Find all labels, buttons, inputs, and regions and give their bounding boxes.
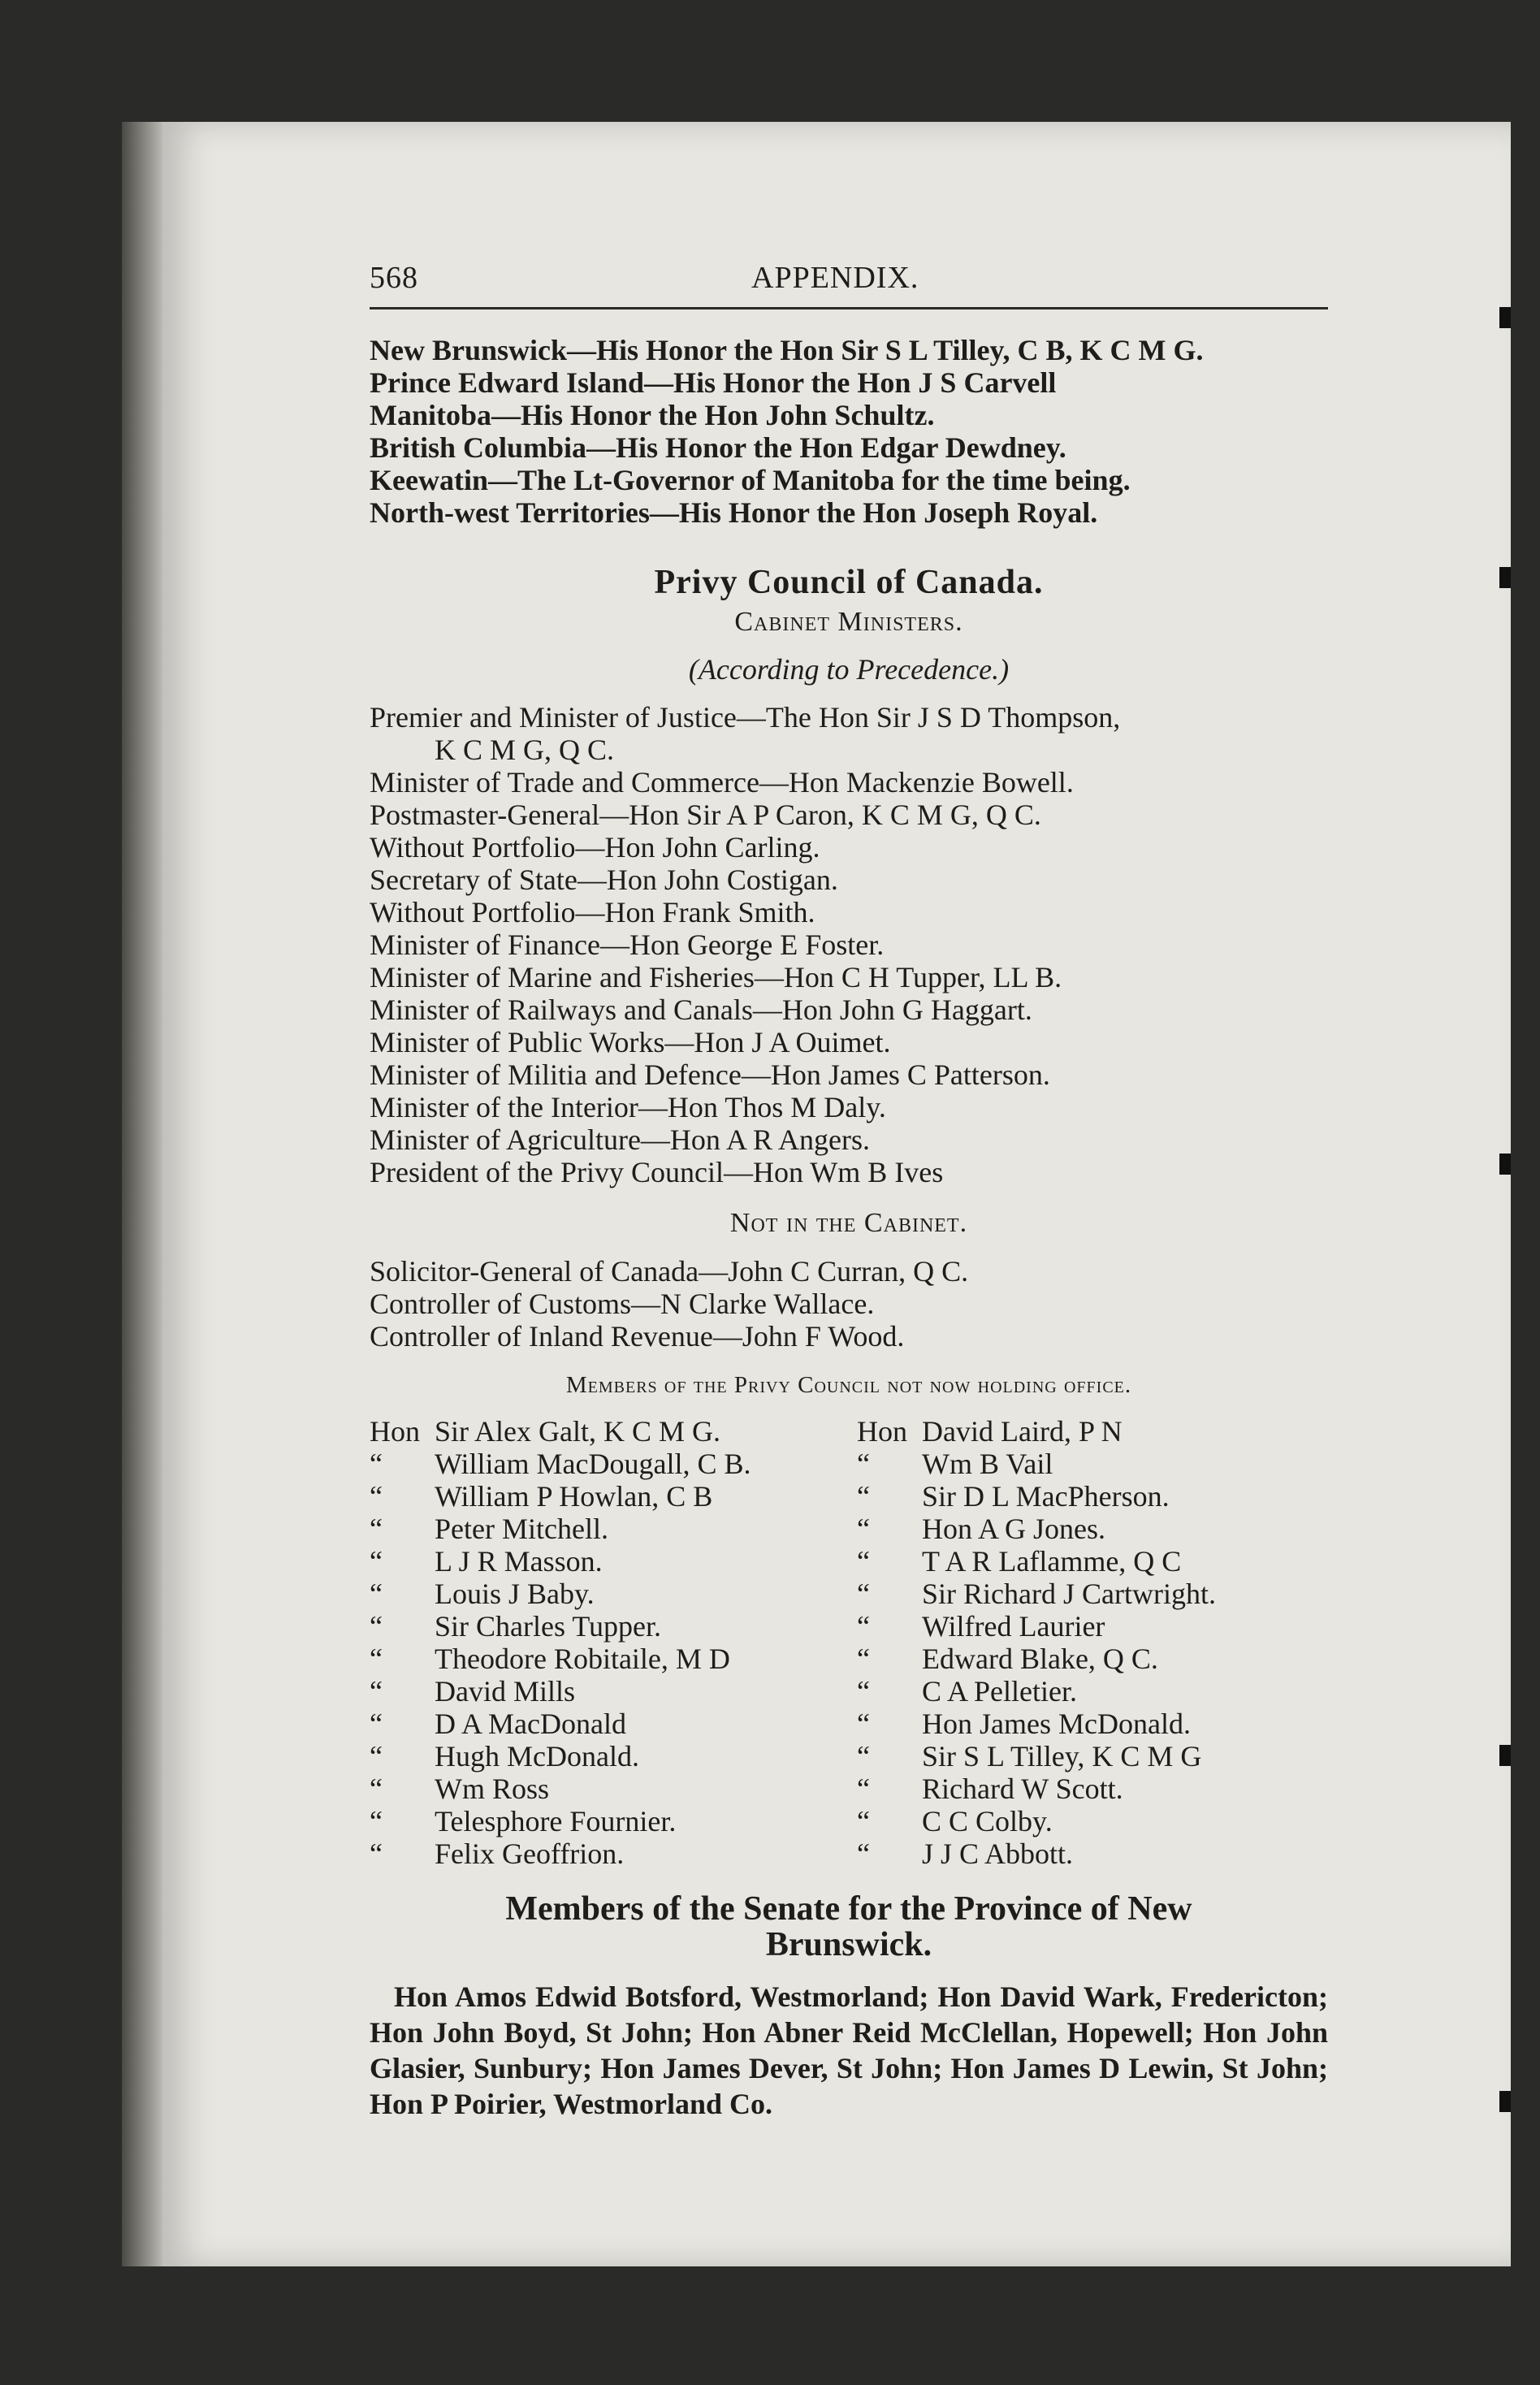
minister-line: Premier and Minister of Justice—The Hon Sir J S D Thompson,: [370, 701, 1121, 734]
former-member-name: Sir Charles Tupper.: [435, 1610, 662, 1643]
ditto-mark: “: [370, 1805, 383, 1837]
former-member-name: Hon A G Jones.: [922, 1513, 1106, 1545]
page-edge-tab: [1499, 2091, 1511, 2112]
privy-council-heading: Privy Council of Canada.: [654, 564, 1044, 601]
former-member-name: Richard W Scott.: [922, 1773, 1123, 1805]
header-rule: [370, 307, 1328, 309]
ditto-mark: “: [370, 1643, 383, 1675]
ditto-mark: “: [370, 1448, 383, 1480]
former-member-row: [370, 1805, 857, 1837]
former-member-row: [857, 1643, 1328, 1675]
senate-heading-line: Brunswick.: [765, 1926, 932, 1963]
former-member-name: D A MacDonald: [435, 1708, 626, 1740]
former-member-name: Sir D L MacPherson.: [922, 1480, 1170, 1513]
ditto-mark: “: [370, 1837, 383, 1870]
ditto-mark: “: [370, 1545, 383, 1578]
ditto-mark: “: [370, 1740, 383, 1773]
former-member-row: [857, 1578, 1328, 1610]
governor-line: Manitoba—His Honor the Hon John Schultz.: [370, 399, 935, 431]
former-member-name: Sir Alex Galt, K C M G.: [435, 1415, 721, 1448]
minister-line: Without Portfolio—Hon John Carling.: [370, 831, 820, 864]
ditto-mark: “: [370, 1675, 383, 1708]
honorific-prefix: Hon: [857, 1415, 907, 1448]
page-title: APPENDIX.: [751, 261, 919, 295]
ditto-mark: “: [857, 1740, 870, 1773]
former-member-name: Peter Mitchell.: [435, 1513, 608, 1545]
former-member-row: [857, 1610, 1328, 1643]
former-member-row: [857, 1480, 1328, 1513]
governor-line: Prince Edward Island—His Honor the Hon J S Carvell: [370, 366, 1057, 399]
former-member-row: [370, 1837, 857, 1870]
former-members-heading: Members of the Privy Council not now holding office.: [565, 1372, 1132, 1398]
governor-line: New Brunswick—His Honor the Hon Sir S L Tilley, C B, K C M G.: [370, 334, 1204, 366]
former-member-name: Edward Blake, Q C.: [922, 1643, 1158, 1675]
ditto-mark: “: [857, 1675, 870, 1708]
former-member-name: William P Howlan, C B: [435, 1480, 713, 1513]
ditto-mark: “: [857, 1805, 870, 1837]
minister-line-continuation: K C M G, Q C.: [435, 734, 615, 766]
former-member-row: [370, 1675, 857, 1708]
minister-line: Minister of Public Works—Hon J A Ouimet.: [370, 1026, 891, 1058]
ditto-mark: “: [370, 1578, 383, 1610]
ditto-mark: “: [370, 1480, 383, 1513]
ditto-mark: “: [857, 1513, 870, 1545]
ditto-mark: “: [370, 1773, 383, 1805]
ditto-mark: “: [857, 1545, 870, 1578]
minister-line: Postmaster-General—Hon Sir A P Caron, K C M G, Q C.: [370, 799, 1041, 831]
running-header: [370, 260, 1328, 302]
former-members-right-column: [857, 1415, 1328, 1870]
official-line: Controller of Inland Revenue—John F Wood.: [370, 1320, 905, 1353]
former-members-left-column: [370, 1415, 857, 1870]
former-member-row: [370, 1415, 857, 1448]
former-member-name: William MacDougall, C B.: [435, 1448, 751, 1480]
former-member-name: David Mills: [435, 1675, 576, 1708]
governor-line: Keewatin—The Lt-Governor of Manitoba for the time being.: [370, 464, 1131, 496]
page-edge-tab: [1499, 1745, 1511, 1766]
former-member-row: [370, 1448, 857, 1480]
former-member-name: Sir Richard J Cartwright.: [922, 1578, 1216, 1610]
former-member-row: [370, 1740, 857, 1773]
former-member-row: [857, 1415, 1328, 1448]
former-member-name: Hugh McDonald.: [435, 1740, 639, 1773]
former-member-row: [370, 1643, 857, 1675]
former-member-name: J J C Abbott.: [922, 1837, 1074, 1870]
former-member-name: Louis J Baby.: [435, 1578, 595, 1610]
minister-line: Minister of Railways and Canals—Hon John G Haggart.: [370, 993, 1032, 1026]
page-edge-tab: [1499, 1154, 1511, 1175]
former-member-row: [857, 1513, 1328, 1545]
former-member-name: C C Colby.: [922, 1805, 1053, 1837]
former-member-name: T A R Laflamme, Q C: [922, 1545, 1182, 1578]
former-member-row: [370, 1610, 857, 1643]
ditto-mark: “: [857, 1837, 870, 1870]
senate-members-paragraph: Hon Amos Edwid Botsford, Westmorland; Hon David Wark, Fredericton; Hon John Boyd, St John; Hon Abner Reid McClellan, Hopewell; Hon John Glasier, Sunbury; Hon James Dever, St John; Hon James D Lewin, St John; Hon P Poirier, Westmorland Co.: [370, 1980, 1328, 2120]
senate-heading: [370, 1891, 1328, 1963]
minister-line: Minister of Militia and Defence—Hon James C Patterson.: [370, 1058, 1050, 1091]
governor-line: North-west Territories—His Honor the Hon Joseph Royal.: [370, 496, 1098, 529]
page-number: 568: [370, 261, 418, 295]
former-member-row: [857, 1805, 1328, 1837]
minister-line: Minister of Trade and Commerce—Hon Mackenzie Bowell.: [370, 766, 1074, 799]
precedence-note: (According to Precedence.): [688, 653, 1010, 686]
senate-heading-line: Members of the Senate for the Province of New: [505, 1890, 1192, 1928]
official-line: Controller of Customs—N Clarke Wallace.: [370, 1288, 875, 1320]
page-content: [370, 260, 1328, 2122]
former-member-row: [857, 1837, 1328, 1870]
former-member-name: David Laird, P N: [922, 1415, 1123, 1448]
official-line: Solicitor-General of Canada—John C Curran, Q C.: [370, 1255, 969, 1288]
not-in-cabinet-list: [370, 1255, 1328, 1353]
former-member-row: [857, 1708, 1328, 1740]
ditto-mark: “: [857, 1578, 870, 1610]
ditto-mark: “: [370, 1513, 383, 1545]
page-edge-tab: [1499, 307, 1511, 328]
former-member-name: Wilfred Laurier: [922, 1610, 1105, 1643]
cabinet-ministers-heading: Cabinet Ministers.: [734, 607, 963, 637]
former-member-name: Sir S L Tilley, K C M G: [922, 1740, 1202, 1773]
former-members-columns: [370, 1415, 1328, 1870]
governor-line: British Columbia—His Honor the Hon Edgar Dewdney.: [370, 431, 1066, 464]
honorific-prefix: Hon: [370, 1415, 420, 1448]
former-member-row: [370, 1578, 857, 1610]
minister-line: Minister of Marine and Fisheries—Hon C H Tupper, LL B.: [370, 961, 1062, 993]
minister-line: Without Portfolio—Hon Frank Smith.: [370, 896, 815, 928]
ministers-list: [370, 701, 1328, 1188]
former-member-row: [857, 1675, 1328, 1708]
ditto-mark: “: [370, 1610, 383, 1643]
former-member-row: [857, 1740, 1328, 1773]
former-member-name: Felix Geoffrion.: [435, 1837, 625, 1870]
ditto-mark: “: [857, 1773, 870, 1805]
minister-line: Minister of the Interior—Hon Thos M Daly.: [370, 1091, 886, 1123]
former-member-name: Hon James McDonald.: [922, 1708, 1191, 1740]
former-member-name: C A Pelletier.: [922, 1675, 1078, 1708]
former-member-row: [370, 1545, 857, 1578]
ditto-mark: “: [857, 1448, 870, 1480]
minister-line: Minister of Agriculture—Hon A R Angers.: [370, 1123, 870, 1156]
former-member-row: [857, 1448, 1328, 1480]
governors-list: [370, 334, 1328, 529]
ditto-mark: “: [370, 1708, 383, 1740]
former-member-name: L J R Masson.: [435, 1545, 603, 1578]
ditto-mark: “: [857, 1480, 870, 1513]
former-member-name: Telesphore Fournier.: [435, 1805, 677, 1837]
former-member-row: [370, 1708, 857, 1740]
former-member-row: [857, 1545, 1328, 1578]
former-member-name: Wm B Vail: [922, 1448, 1053, 1480]
former-member-name: Wm Ross: [435, 1773, 550, 1805]
former-member-row: [370, 1513, 857, 1545]
minister-line: Minister of Finance—Hon George E Foster.: [370, 928, 885, 961]
not-in-cabinet-heading: Not in the Cabinet.: [729, 1208, 968, 1238]
ditto-mark: “: [857, 1708, 870, 1740]
minister-line: President of the Privy Council—Hon Wm B Ives: [370, 1156, 944, 1188]
page-edge-tab: [1499, 567, 1511, 588]
minister-line: Secretary of State—Hon John Costigan.: [370, 864, 838, 896]
former-member-name: Theodore Robitaile, M D: [435, 1643, 730, 1675]
ditto-mark: “: [857, 1643, 870, 1675]
former-member-row: [370, 1480, 857, 1513]
former-member-row: [370, 1773, 857, 1805]
former-member-row: [857, 1773, 1328, 1805]
ditto-mark: “: [857, 1610, 870, 1643]
